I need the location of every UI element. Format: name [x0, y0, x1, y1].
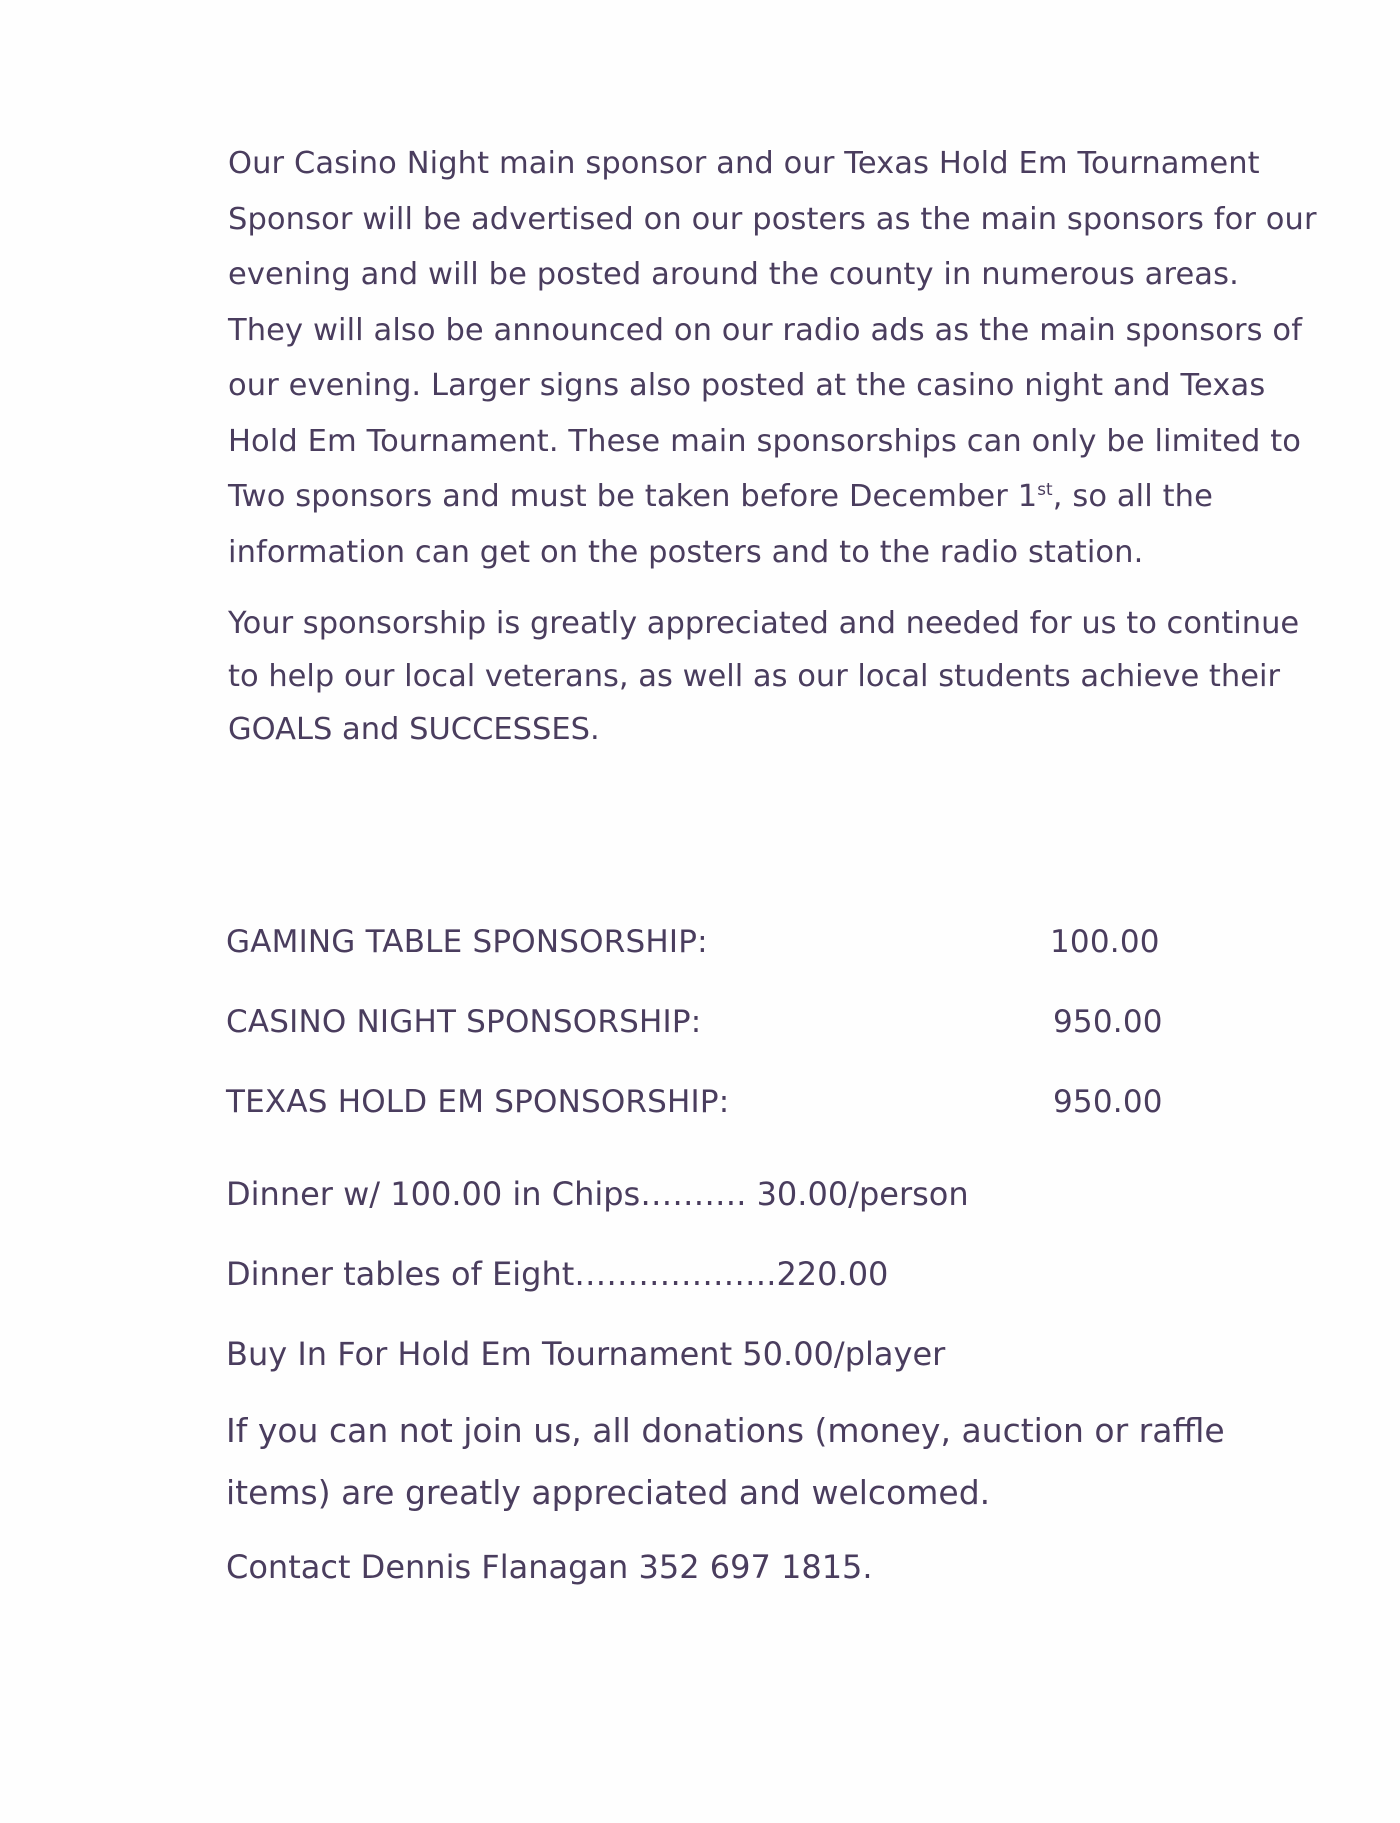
sponsorship-label: TEXAS HOLD EM SPONSORSHIP:: [226, 1084, 730, 1120]
sponsorship-row: [226, 994, 1226, 1074]
dinner-tables-price: Dinner tables of Eight……………….220.00: [226, 1255, 889, 1293]
sponsorship-price: 950.00: [1053, 1004, 1163, 1040]
ordinal-superscript: st: [1037, 478, 1053, 499]
sponsorship-row: [226, 1074, 1226, 1154]
intro-text-end: , so all the information can get on the posters and to the radio station.: [228, 479, 1213, 570]
pricing-and-contact: [226, 1154, 1326, 1598]
sponsorship-price: 100.00: [1050, 924, 1160, 960]
intro-text: Our Casino Night main sponsor and our Texas Hold Em Tournament Sponsor will be advertised on our posters as the main sponsors for our evening and will be posted around the county in numerous areas. They will also be announced on our radio ads as the main sponsors of our evening. Larger signs also posted at the casino night and Texas Hold Em Tournament. These main sponsorships can only be limited to Two sponsors and must be taken before December 1: [228, 146, 1317, 514]
dinner-chips-price: Dinner w/ 100.00 in Chips………. 30.00/person: [226, 1175, 969, 1213]
contact-line: Contact Dennis Flanagan 352 697 1815.: [226, 1548, 873, 1586]
sponsorship-label: CASINO NIGHT SPONSORSHIP:: [226, 1004, 702, 1040]
buy-in-price: Buy In For Hold Em Tournament 50.00/player: [226, 1335, 946, 1373]
donations-note: If you can not join us, all donations (money, auction or raffle items) are greatly appreciated and welcomed.: [226, 1411, 1225, 1512]
intro-paragraph: [228, 136, 1318, 580]
sponsorship-price-list: [226, 914, 1226, 1154]
sponsorship-label: GAMING TABLE SPONSORSHIP:: [226, 924, 708, 960]
sponsorship-row: [226, 914, 1226, 994]
sponsorship-price: 950.00: [1053, 1084, 1163, 1120]
appreciation-paragraph: Your sponsorship is greatly appreciated and needed for us to continue to help our local veterans, as well as our local students achieve their GOALS and SUCCESSES.: [228, 606, 1300, 747]
intro-section: [228, 136, 1318, 787]
